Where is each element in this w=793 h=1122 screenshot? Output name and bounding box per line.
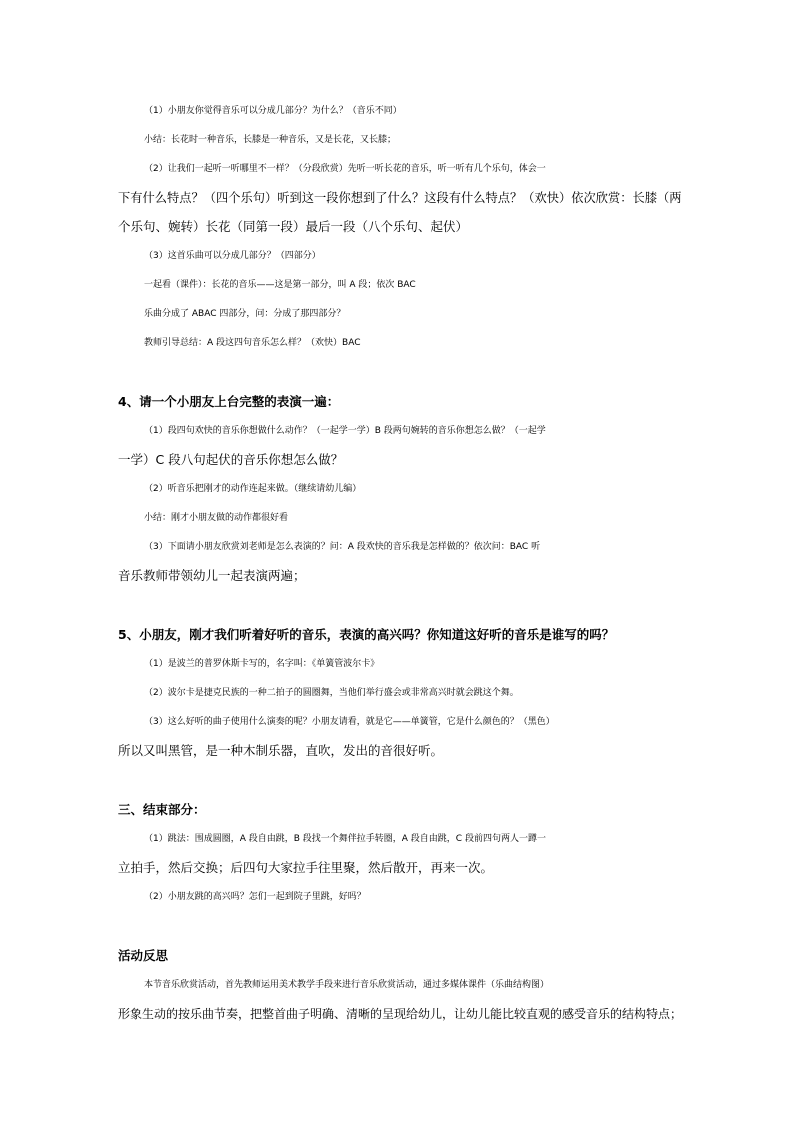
text-line: （2）听音乐把刚才的动作连起来做。（继续请幼儿编） — [144, 484, 362, 494]
text-line: （2）波尔卡是捷克民族的一种二拍子的圆圈舞，当他们举行盛会或非常高兴时就会跳这个舞。 — [144, 688, 519, 698]
section-heading: 4、请一个小朋友上台完整的表演一遍： — [118, 394, 340, 409]
text-line: 小结：刚才小朋友做的动作都很好看 — [144, 513, 289, 523]
text-line: （3）这么好听的曲子使用什么演奏的呢？小朋友请看，就是它——单簧管，它是什么颜色的？（黑色） — [144, 717, 555, 727]
text-line: 一起看（课件）：长花的音乐——这是第一部分，叫 A 段；依次 BAC — [144, 280, 416, 290]
text-line: 小结：长花时一种音乐，长膝是一种音乐，又是长花，又长膝； — [144, 135, 397, 145]
text-line: 一学）C 段八句起伏的音乐你想怎么做？ — [118, 452, 344, 467]
text-line: 立拍手，然后交换；后四句大家拉手往里聚，然后散开，再来一次。 — [118, 860, 494, 875]
text-line: （2）让我们一起听一听哪里不一样？（分段欣赏）先听一听长花的音乐，听一听有几个乐句，体会一 — [144, 164, 546, 174]
text-line: （1）小朋友你觉得音乐可以分成几部分？为什么？（音乐不同） — [144, 106, 402, 116]
text-line: 下有什么特点？（四个乐句）听到这一段你想到了什么？这段有什么特点？（欢快）依次欣赏：长膝（两 — [118, 191, 682, 205]
text-line: （1）跳法：围成圆圈，A 段自由跳，B 段找一个舞伴拉手转圈，A 段自由跳，C 段前四句两人一蹲一 — [144, 834, 546, 844]
section-heading: 5、小朋友，刚才我们听着好听的音乐，表演的高兴吗？你知道这好听的音乐是谁写的吗？ — [118, 627, 615, 642]
text-line: 所以又叫黑管，是一种木制乐器，直吹，发出的音很好听。 — [118, 743, 444, 758]
text-line: 音乐教师带领幼儿一起表演两遍； — [118, 568, 306, 583]
text-line: （3）下面请小朋友欣赏刘老师是怎么表演的？问：A 段欢快的音乐我是怎样做的？依次问：BAC 听 — [144, 542, 541, 552]
text-line: 乐曲分成了 ABAC 四部分，问：分成了那四部分？ — [144, 309, 346, 319]
text-line: 个乐句、婉转）长花（同第一段）最后一段（八个乐句、起伏） — [118, 219, 469, 234]
text-line: 教师引导总结：A 段这四句音乐怎么样？（欢快）BAC — [144, 338, 361, 348]
section-heading: 活动反思 — [118, 948, 169, 963]
section-heading: 三、结束部分： — [118, 802, 206, 817]
text-line: （2）小朋友跳的高兴吗？怎们一起到院子里跳，好吗？ — [144, 892, 366, 902]
text-line: （1）段四句欢快的音乐你想做什么动作？（一起学一学）B 段两句婉转的音乐你想怎么做？（一起学 — [144, 426, 546, 436]
text-line: 形象生动的按乐曲节奏，把整首曲子明确、清晰的呈现给幼儿，让幼儿能比较直观的感受音乐的结构特点； — [118, 1007, 683, 1021]
text-line: （3）这首乐曲可以分成几部分？（四部分） — [144, 251, 321, 261]
text-line: （1）是波兰的普罗休斯卡写的，名字叫：《单簧管波尔卡》 — [144, 659, 380, 669]
text-line: 本节音乐欣赏活动，首先教师运用美术教学手段来进行音乐欣赏活动，通过多媒体课件（乐曲结构图） — [144, 980, 550, 990]
